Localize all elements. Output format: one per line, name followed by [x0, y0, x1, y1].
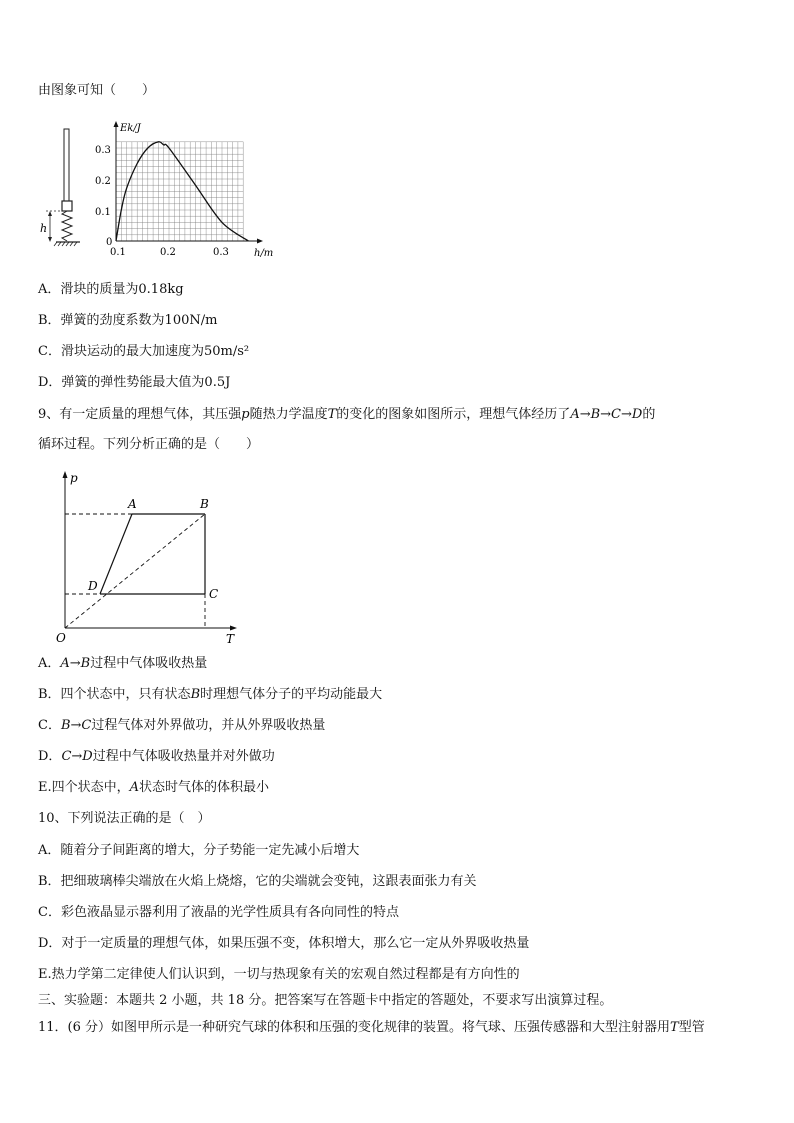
y-axis-label: Ek/J [120, 123, 141, 134]
q8-figure [38, 118, 338, 268]
t-axis-label: T [226, 632, 235, 646]
x-axis-label: h/m [254, 248, 274, 259]
q8-option-d: D．弹簧的弹性势能最大值为0.5J [38, 375, 231, 390]
q10-option-d: D．对于一定质量的理想气体，如果压强不变，体积增大，那么它一定从外界吸收热量 [38, 936, 530, 951]
q9-stem-line2: 循环过程。下列分析正确的是（ ） [38, 437, 260, 452]
q9-stem-part3: 的变化的图象如图所示，理想气体经历了 [336, 407, 571, 422]
q9-option-a: A．A→B过程中气体吸收热量 [38, 656, 208, 671]
q8-option-b: B．弹簧的劲度系数为100N/m [38, 313, 218, 328]
q8-option-c: C．滑块运动的最大加速度为50m/s² [38, 344, 250, 359]
section-3-heading: 三、实验题：本题共 2 小题，共 18 分。把答案写在答题卡中指定的答题处，不要求写出演算过程。 [38, 993, 613, 1008]
q10-option-c: C．彩色液晶显示器利用了液晶的光学性质具有各向同性的特点 [38, 905, 399, 920]
y-tick-0.1: 0.1 [95, 207, 111, 218]
process-d-a [100, 514, 132, 594]
q9-stem-part1: 9、有一定质量的理想气体，其压强 [38, 407, 242, 422]
q8-stem-tail: 由图象可知（ ） [38, 83, 156, 98]
origin-o-label: O [56, 631, 66, 645]
x-tick-0.2: 0.2 [160, 247, 176, 258]
q9-stem-part4: 的 [642, 407, 656, 422]
q9-option-e: E.四个状态中，A状态时气体的体积最小 [38, 780, 270, 795]
x-tick-0.1: 0.1 [110, 247, 126, 258]
point-a-label: A [128, 497, 137, 511]
q8-option-a: A．滑块的质量为0.18kg [38, 282, 184, 297]
q9-stem-part2: 随热力学温度 [249, 407, 328, 422]
q9-option-d: D．C→D过程中气体吸收热量并对外做功 [38, 749, 275, 764]
q11-stem: 11．(6 分）如图甲所示是一种研究气球的体积和压强的变化规律的装置。将气球、压强传感器和大型注射器用T型管 [38, 1020, 705, 1035]
point-c-label: C [209, 587, 219, 601]
q9-pt-diagram [52, 466, 272, 646]
spring-apparatus [40, 129, 80, 246]
q9-option-b: B．四个状态中，只有状态B时理想气体分子的平均动能最大 [38, 687, 383, 702]
origin-label: 0 [106, 237, 113, 248]
p-axis-label: p [70, 471, 78, 485]
ek-h-graph [95, 121, 273, 259]
point-b-label: B [200, 497, 209, 511]
q10-stem: 10、下列说法正确的是（ ） [38, 811, 211, 826]
q10-option-e: E.热力学第二定律使人们认识到，一切与热现象有关的宏观自然过程都是有方向性的 [38, 967, 520, 982]
y-tick-0.3: 0.3 [95, 145, 111, 156]
q9-option-c: C．B→C过程气体对外界做功，并从外界吸收热量 [38, 718, 326, 733]
point-d-label: D [88, 579, 98, 593]
x-tick-0.3: 0.3 [213, 247, 229, 258]
spring-height-label: h [40, 222, 48, 235]
q9-stem-line1 [38, 406, 655, 424]
q9-var-p: p [241, 407, 250, 422]
q10-option-a: A．随着分子间距离的增大，分子势能一定先减小后增大 [38, 843, 360, 858]
q9-var-T: T [327, 407, 337, 422]
y-tick-0.2: 0.2 [95, 176, 111, 187]
q10-option-b: B．把细玻璃棒尖端放在火焰上烧熔，它的尖端就会变钝，这跟表面张力有关 [38, 874, 477, 889]
q9-cycle: A→B→C→D [570, 407, 643, 422]
